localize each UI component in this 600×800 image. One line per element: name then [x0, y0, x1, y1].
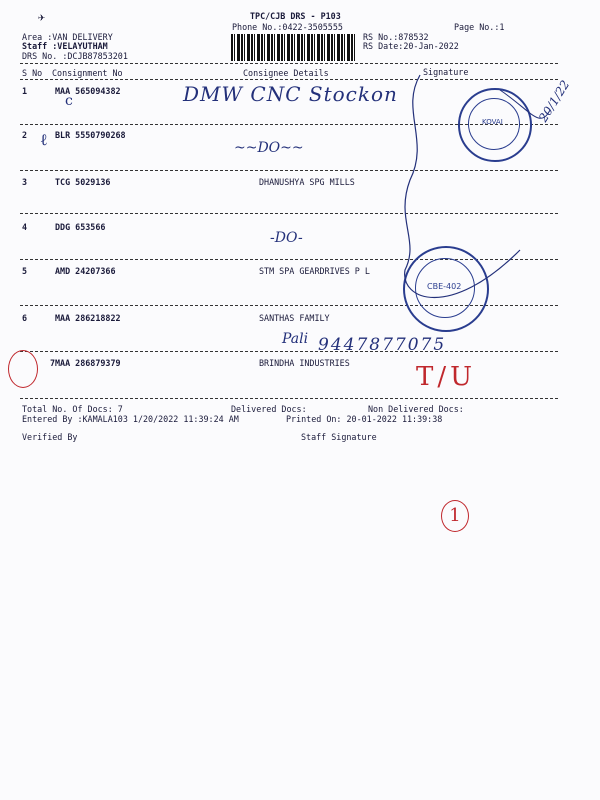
row-consignment: MAA 286879379 [55, 358, 121, 368]
column-header-sno: S No [22, 68, 43, 78]
rs-date: RS Date:20-Jan-2022 [363, 41, 459, 51]
handwritten-consignee-row1: DMW CNC Stockon [183, 82, 398, 106]
red-circled-one: 1 [441, 500, 469, 532]
row-sno: 1 [22, 86, 28, 96]
row-consignment: MAA 565094382 [55, 86, 121, 96]
row-consignee: DHANUSHYA SPG MILLS [259, 177, 355, 187]
row-sno: 4 [22, 222, 28, 232]
row-consignment: BLR 5550790268 [55, 130, 126, 140]
rs-number: RS No.:878532 [363, 32, 429, 42]
staff-signature-label: Staff Signature [301, 432, 377, 442]
row-consignee: BRINDHA INDUSTRIES [259, 358, 350, 368]
entered-by: Entered By :KAMALA103 1/20/2022 11:39:24 AM [22, 414, 239, 424]
document-title: TPC/CJB DRS - P103 [250, 11, 341, 21]
barcode [231, 34, 355, 61]
area-label: Area :VAN DELIVERY [22, 32, 113, 42]
stamp-center-text: CBE-402 [427, 282, 462, 291]
stamp-center-text: KOVAI [482, 118, 503, 126]
row-sno: 6 [22, 313, 28, 323]
scribble-mark-icon: ℓ [40, 130, 48, 149]
drs-number: DRS No. :DCJB87853201 [22, 51, 128, 61]
staff-label: Staff :VELAYUTHAM [22, 41, 108, 51]
total-docs: Total No. Of Docs: 7 [22, 404, 123, 414]
divider [20, 398, 558, 399]
signature-scribble [390, 70, 560, 330]
row-sno: 5 [22, 266, 28, 276]
printed-on: Printed On: 20-01-2022 11:39:38 [286, 414, 443, 424]
row-sno: 2 [22, 130, 28, 140]
handwritten-ditto-row2: ~~DO~~ [234, 140, 304, 156]
delivered-docs: Delivered Docs: [231, 404, 307, 414]
column-header-consignee: Consignee Details [243, 68, 329, 78]
non-delivered-docs: Non Delivered Docs: [368, 404, 464, 414]
row-sno: 3 [22, 177, 28, 187]
check-mark-icon: ϲ [65, 93, 73, 109]
handwritten-signature-row6: Pali [282, 331, 309, 347]
divider [20, 351, 558, 352]
column-header-consignment: Consignment No [52, 68, 123, 78]
handwritten-phone: 9447877075 [318, 335, 447, 355]
logo-mark: ✈ [38, 10, 46, 24]
divider [20, 63, 558, 64]
handwritten-ditto-row4: -DO- [270, 230, 303, 246]
phone-number: Phone No.:0422-3505555 [232, 22, 343, 32]
red-circled-zero [8, 350, 38, 388]
row-consignee: SANTHAS FAMILY [259, 313, 330, 323]
handwritten-red-mark: T/U [416, 362, 477, 392]
row-consignment: DDG 653566 [55, 222, 106, 232]
row-consignment: TCG 5029136 [55, 177, 111, 187]
verified-by: Verified By [22, 432, 78, 442]
page-number: Page No.:1 [454, 22, 505, 32]
handwritten-date: 20/1/22 [536, 77, 573, 125]
row-sno: 7 [50, 358, 56, 368]
row-consignee: STM SPA GEARDRIVES P L [259, 266, 370, 276]
column-header-signature: Signature [423, 67, 469, 77]
row-consignment: MAA 286218822 [55, 313, 121, 323]
row-consignment: AMD 24207366 [55, 266, 116, 276]
